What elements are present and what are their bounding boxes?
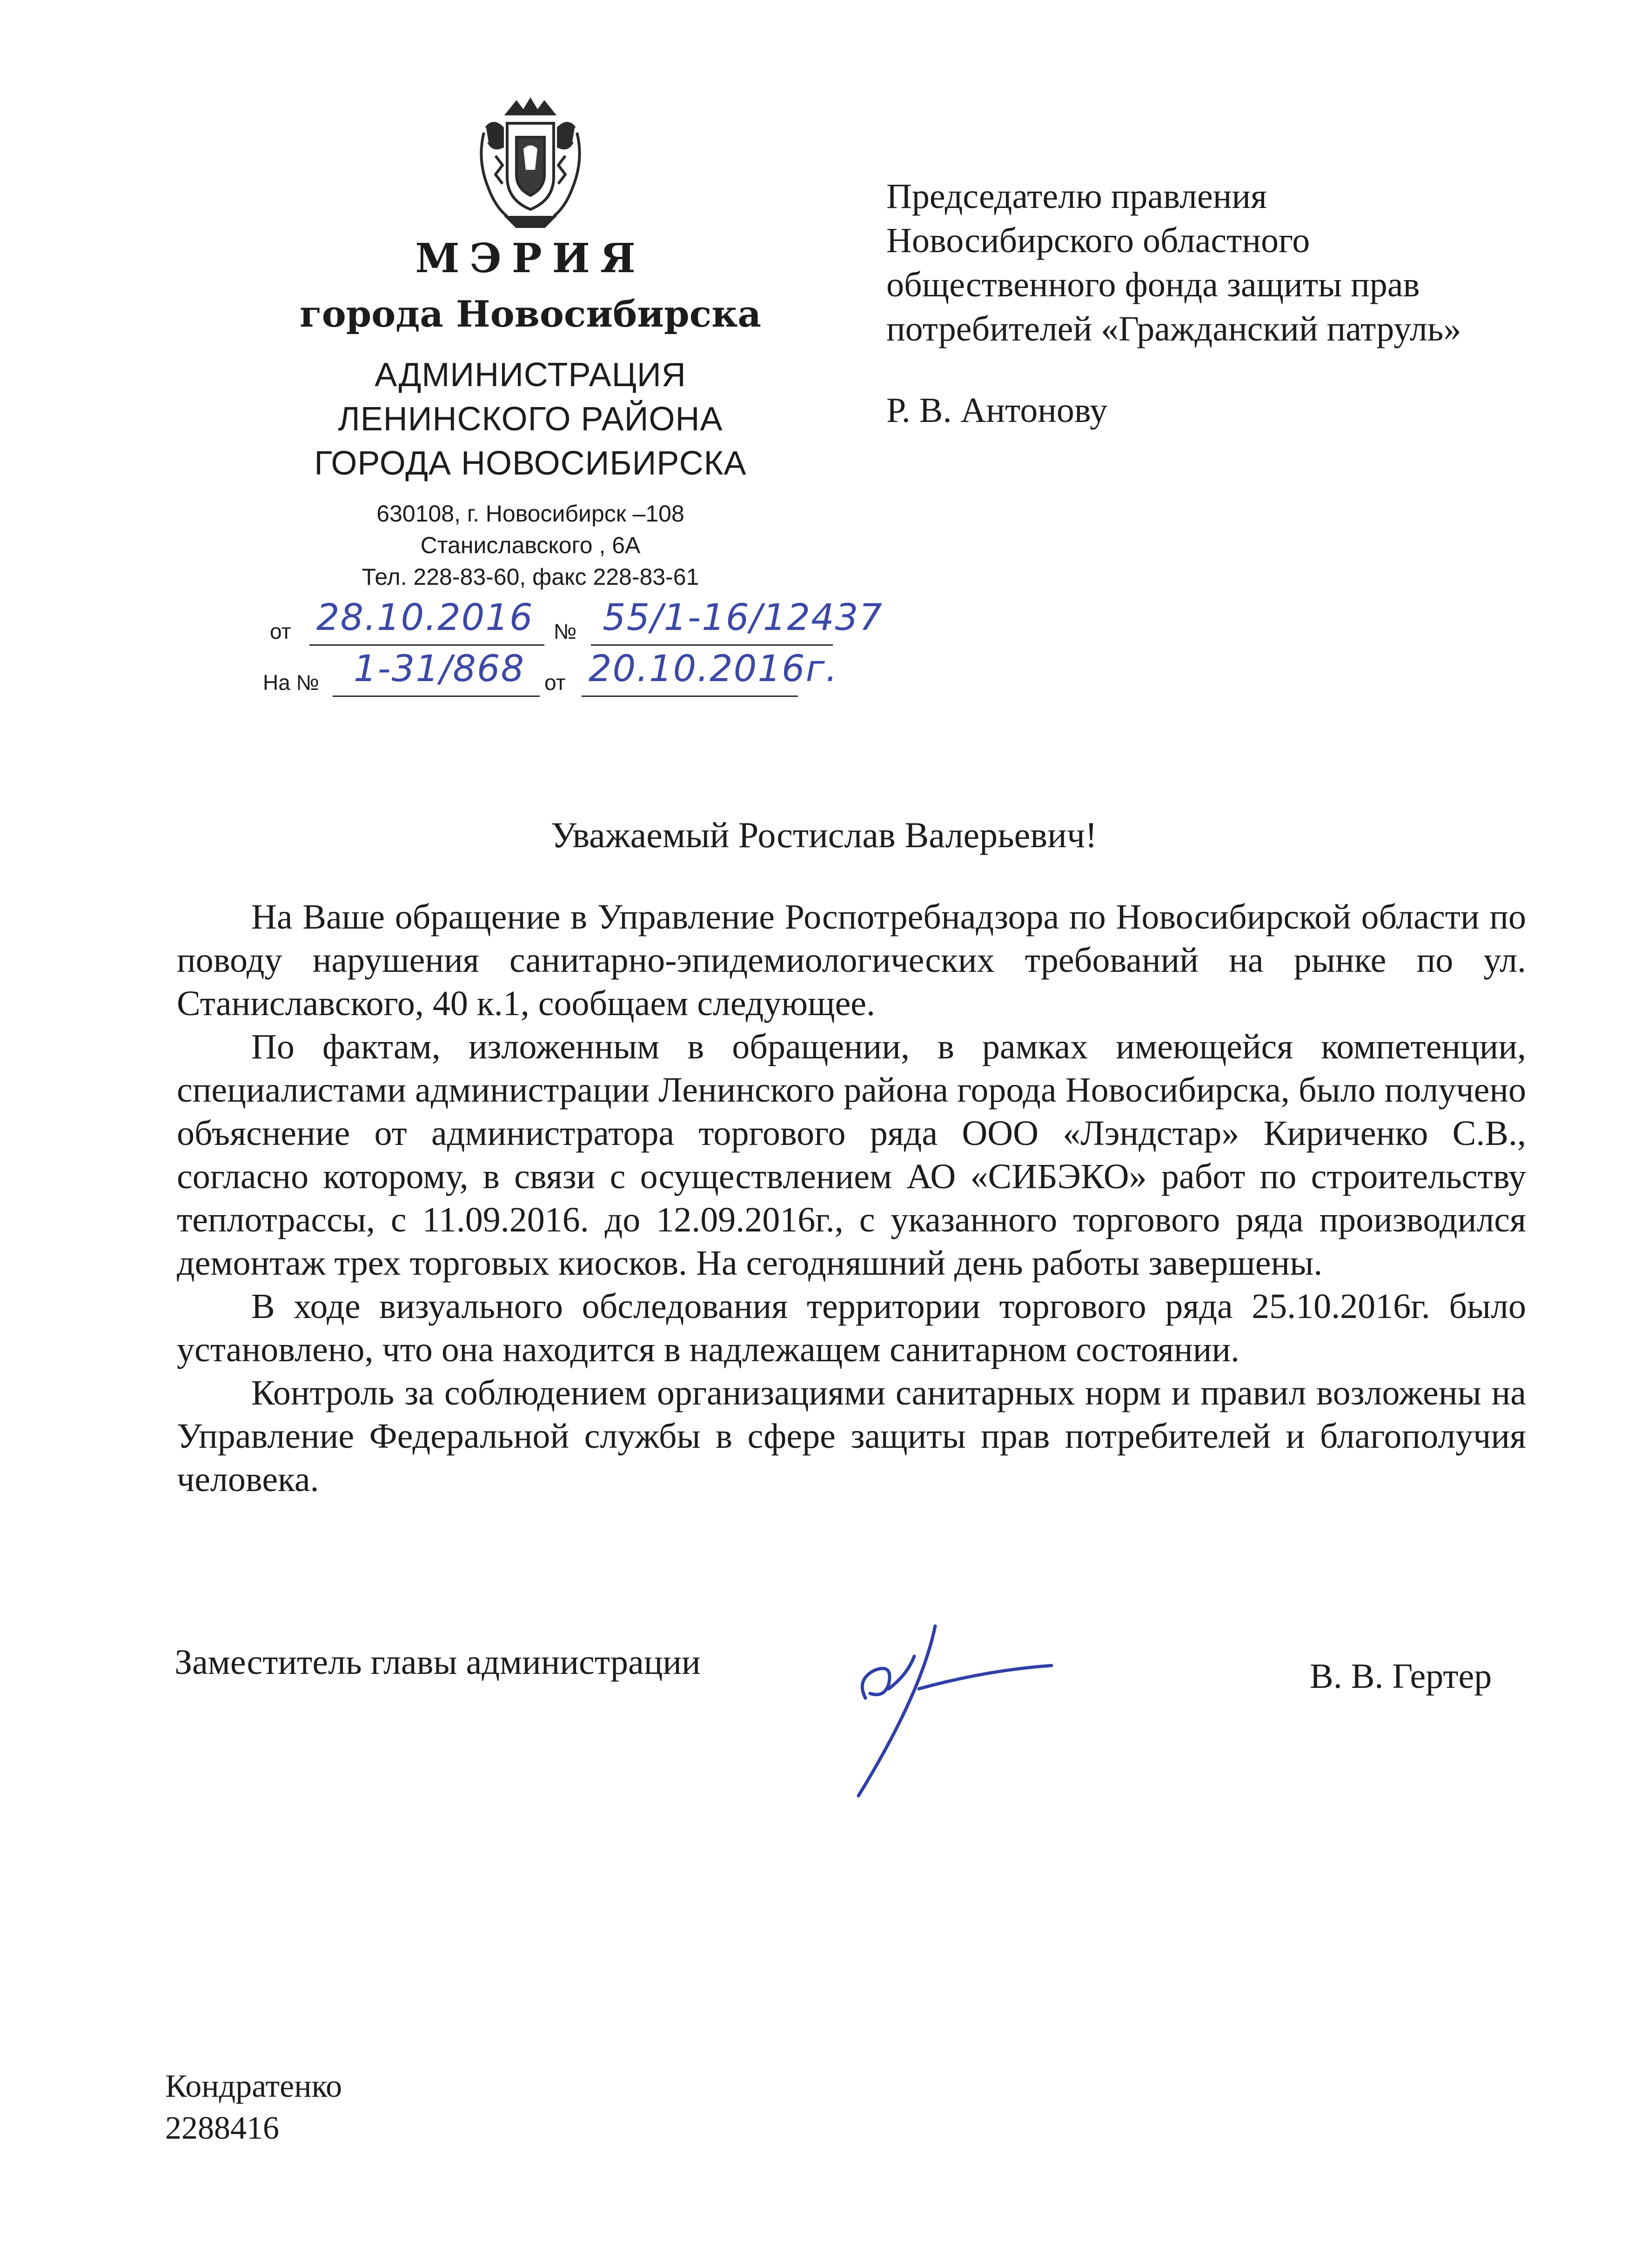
admin-line: ГОРОДА НОВОСИБИРСКА	[314, 445, 747, 482]
admin-line: ЛЕНИНСКОГО РАЙОНА	[338, 401, 723, 438]
number-underline	[591, 644, 833, 646]
signer-name: В. В. Гертер	[1310, 1657, 1492, 1696]
signer-position: Заместитель главы администрации	[174, 1643, 701, 1682]
recipient-block	[886, 174, 1561, 351]
reply-date-underline	[582, 696, 798, 697]
admin-line: АДМИНИСТРАЦИЯ	[375, 356, 686, 394]
reply-number: 1-31/868	[354, 648, 525, 690]
body-paragraph: Контроль за соблюдением организациями санитарных норм и правил возложены на Управление Федеральной службы в сфере защиты прав потребителей и благополучия человека.	[177, 1373, 1526, 1499]
address-line: 630108, г. Новосибирск –108	[376, 501, 684, 527]
handwritten-signature-icon	[837, 1619, 1079, 1805]
letter-date: 28.10.2016	[316, 597, 534, 639]
greeting: Уважаемый Ростислав Валерьевич!	[550, 815, 1098, 855]
body-paragraph: По фактам, изложенным в обращении, в рамках имеющейся компетенции, специалистами администрации Ленинского района города Новосибирска, было получено объяснение от администратора торгового ряда ООО «Лэндстар» Кириченко С.В., согласно которому, в связи с осуществлением АО «СИБЭКО» работ по строительству теплотрассы, с 11.09.2016. до 12.09.2016г., с указанного торгового ряда производился демонтаж трех торговых киосков. На сегодняшний день работы завершены.	[177, 1027, 1526, 1283]
reply-number-underline	[333, 696, 540, 697]
body-paragraph: В ходе визуального обследования территории торгового ряда 25.10.2016г. было установлено, что она находится в надлежащем санитарном состоянии.	[177, 1287, 1526, 1369]
date-underline	[309, 644, 544, 646]
address-line: Станиславского , 6А	[420, 532, 641, 558]
reply-from-label: от	[544, 670, 566, 695]
address-line: Тел. 228-83-60, факс 228-83-61	[362, 564, 699, 590]
from-label: от	[270, 619, 291, 643]
coat-of-arms-icon	[475, 95, 586, 230]
recipient-name: Р. В. Антонову	[886, 391, 1108, 430]
reply-date: 20.10.2016г.	[589, 648, 838, 690]
executor-name: Кондратенко	[165, 2068, 342, 2104]
number-label: №	[554, 619, 577, 643]
letter-body	[177, 896, 1526, 1501]
recipient-line: потребителей «Гражданский патруль»	[886, 309, 1461, 348]
reply-label: На №	[263, 670, 319, 695]
letter-number: 55/1-16/12437	[603, 597, 883, 639]
recipient-line: Председателю правления	[886, 177, 1267, 216]
executor-phone: 2288416	[165, 2110, 279, 2146]
mayor-city: города Новосибирска	[299, 293, 762, 335]
recipient-line: Новосибирского областного	[886, 221, 1310, 260]
recipient-line: общественного фонда защиты прав	[886, 265, 1420, 304]
mayor-title: МЭРИЯ	[415, 235, 646, 282]
body-paragraph: На Ваше обращение в Управление Роспотребнадзора по Новосибирской области по поводу нарушения санитарно-эпидемиологических требований на рынке по ул. Станиславского, 40 к.1, сообщаем следующее.	[177, 897, 1526, 1023]
